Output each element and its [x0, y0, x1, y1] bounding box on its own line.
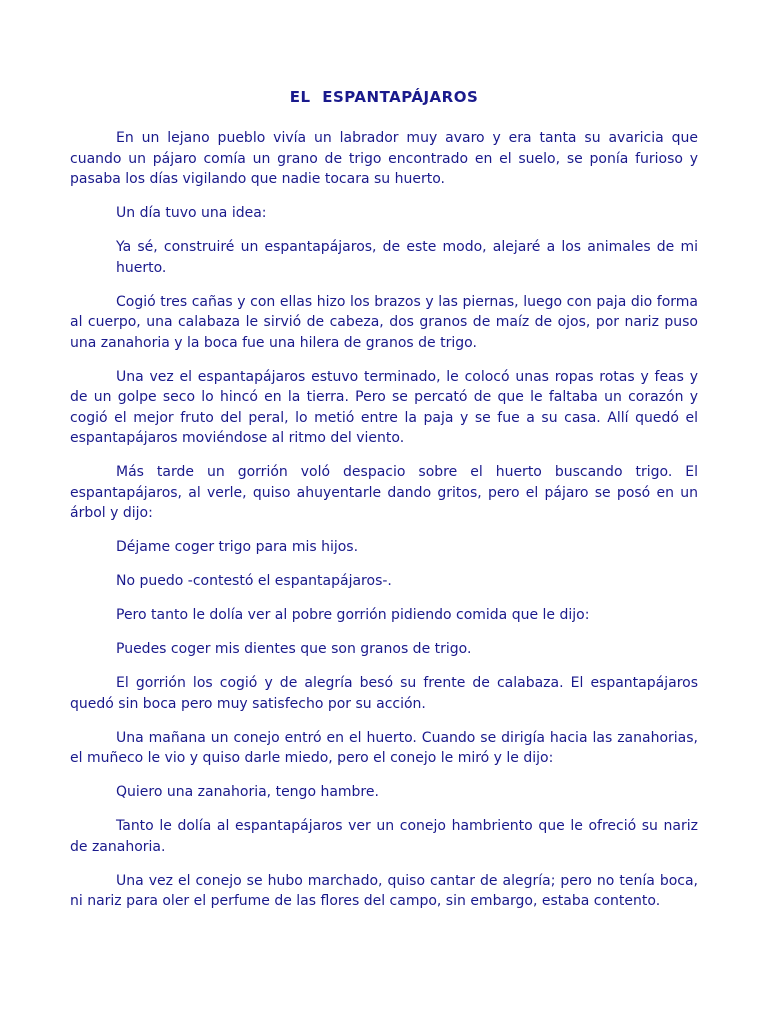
document-page — [70, 88, 698, 925]
paragraph-8: No puedo -contestó el espantapájaros-. — [116, 573, 392, 589]
paragraph-11: El gorrión los cogió y de alegría besó su frente de calabaza. El espantapájaros quedó sin boca pero muy satisfecho por su acción. — [70, 675, 698, 712]
paragraph-6: Más tarde un gorrión voló despacio sobre el huerto buscando trigo. El espantapájaros, al verle, quiso ahuyentarle dando gritos, pero el pájaro se posó en un árbol y dijo: — [70, 464, 698, 521]
paragraph-10: Puedes coger mis dientes que son granos de trigo. — [116, 641, 472, 657]
paragraph-1: En un lejano pueblo vivía un labrador muy avaro y era tanta su avaricia que cuando un pájaro comía un grano de trigo encontrado en el suelo, se ponía furioso y pasaba los días vigilando que nadie tocara su huerto. — [70, 130, 698, 187]
paragraph-14: Tanto le dolía al espantapájaros ver un conejo hambriento que le ofreció su nariz de zanahoria. — [70, 818, 698, 855]
paragraph-13: Quiero una zanahoria, tengo hambre. — [116, 784, 379, 800]
document-title: EL ESPANTAPÁJAROS — [289, 88, 479, 106]
paragraph-4: Cogió tres cañas y con ellas hizo los brazos y las piernas, luego con paja dio forma al cuerpo, una calabaza le sirvió de cabeza, dos granos de maíz de ojos, por nariz puso una zanahoria y la boca fue una hilera de granos de trigo. — [70, 293, 698, 351]
paragraph-5: Una vez el espantapájaros estuvo terminado, le colocó unas ropas rotas y feas y de un golpe seco lo hincó en la tierra. Pero se percató de que le faltaba un corazón y cogió el mejor fruto del peral, lo metió entre la paja y se fue a su casa. Allí quedó el espantapájaros moviéndose al ritmo del viento. — [70, 368, 698, 446]
paragraph-15: Una vez el conejo se hubo marchado, quiso cantar de alegría; pero no tenía boca, ni nariz para oler el perfume de las flores del campo, sin embargo, estaba contento. — [70, 872, 698, 909]
paragraph-3: Ya sé, construiré un espantapájaros, de este modo, alejaré a los animales de mi huerto. — [116, 239, 698, 276]
paragraph-2: Un día tuvo una idea: — [116, 205, 267, 221]
paragraph-12: Una mañana un conejo entró en el huerto. Cuando se dirigía hacia las zanahorias, el muñeco le vio y quiso darle miedo, pero el conejo le miró y le dijo: — [70, 729, 698, 766]
paragraph-7: Déjame coger trigo para mis hijos. — [116, 539, 359, 555]
paragraph-9: Pero tanto le dolía ver al pobre gorrión pidiendo comida que le dijo: — [116, 607, 590, 623]
